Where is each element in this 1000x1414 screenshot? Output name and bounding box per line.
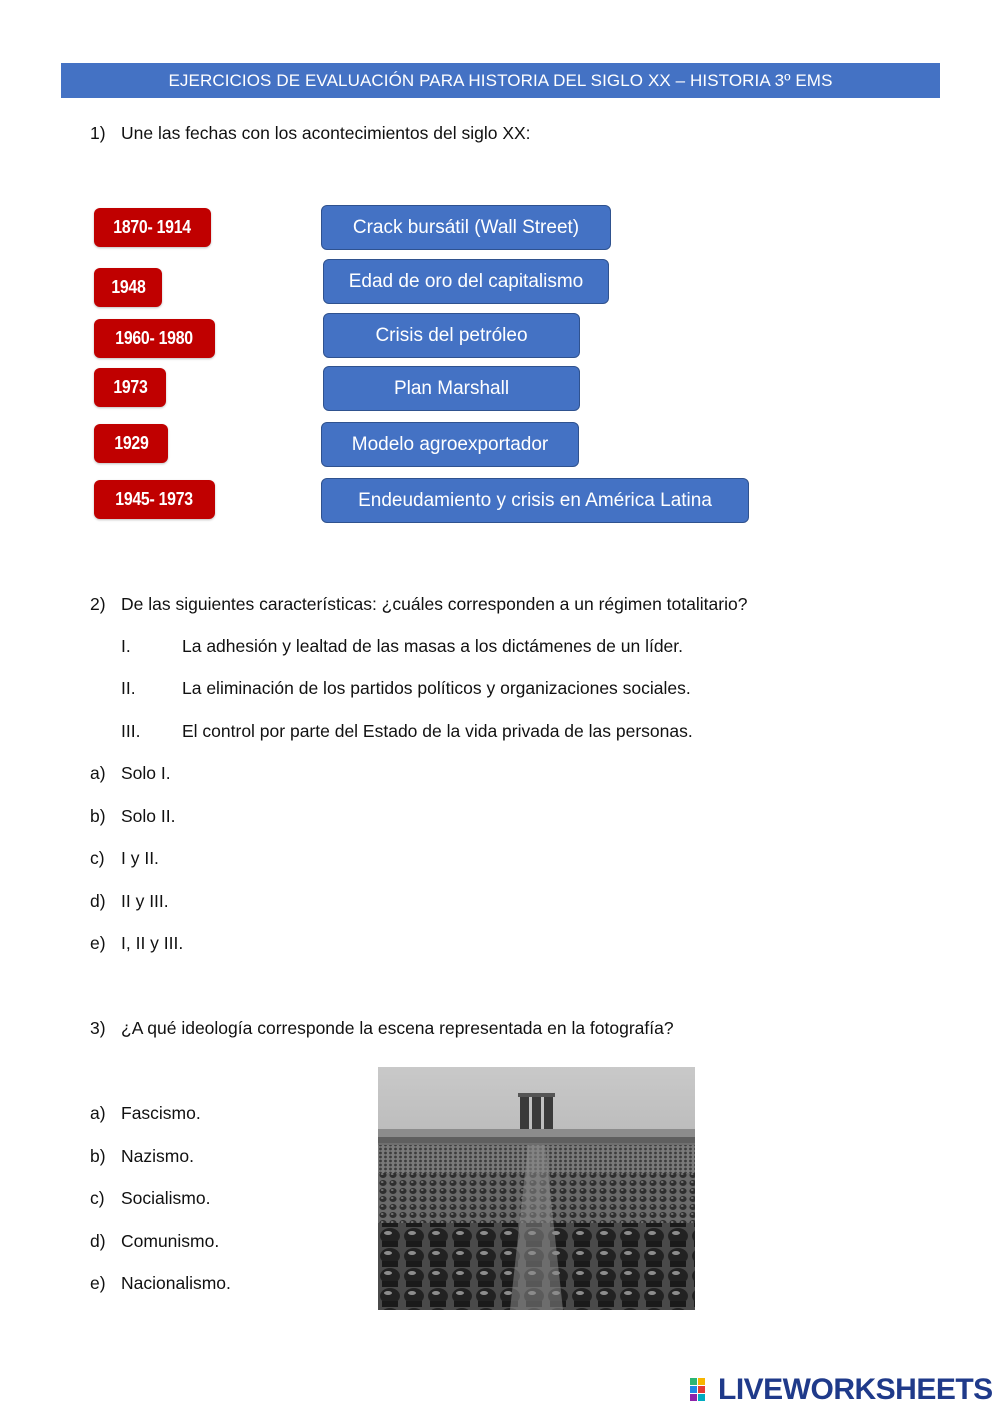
- option-letter: d): [90, 1231, 106, 1251]
- option-text: Solo I.: [121, 763, 171, 783]
- answer-option[interactable]: [90, 1273, 350, 1295]
- event-box[interactable]: Endeudamiento y crisis en América Latina: [321, 478, 749, 523]
- statement-text: El control por parte del Estado de la vida privada de las personas.: [182, 721, 693, 741]
- option-text: Comunismo.: [121, 1231, 220, 1251]
- question-number: 3): [90, 1018, 106, 1038]
- answer-option[interactable]: [90, 1188, 350, 1210]
- answer-option[interactable]: [90, 1103, 350, 1125]
- option-letter: c): [90, 1188, 105, 1208]
- option-letter: e): [90, 933, 106, 953]
- answer-option[interactable]: [90, 1146, 350, 1168]
- statement: [121, 721, 821, 743]
- page-title: EJERCICIOS DE EVALUACIÓN PARA HISTORIA DEL SIGLO XX – HISTORIA 3º EMS: [168, 70, 833, 90]
- question-prompt: De las siguientes características: ¿cuáles corresponden a un régimen totalitario?: [121, 594, 748, 614]
- answer-option[interactable]: [90, 933, 390, 955]
- option-letter: a): [90, 1103, 106, 1123]
- option-letter: b): [90, 1146, 106, 1166]
- question-prompt: ¿A qué ideología corresponde la escena representada en la fotografía?: [121, 1018, 674, 1038]
- question-number: 1): [90, 123, 106, 143]
- option-text: I y II.: [121, 848, 159, 868]
- event-box[interactable]: Crisis del petróleo: [323, 313, 580, 358]
- answer-option[interactable]: [90, 891, 390, 913]
- date-box[interactable]: 1870- 1914: [94, 208, 211, 247]
- page-header: [61, 63, 940, 98]
- question-number: 2): [90, 594, 106, 614]
- rally-photograph-image: [378, 1067, 695, 1310]
- option-text: II y III.: [121, 891, 169, 911]
- date-box[interactable]: 1929: [94, 424, 168, 463]
- event-box[interactable]: Edad de oro del capitalismo: [323, 259, 609, 304]
- date-box[interactable]: 1973: [94, 368, 166, 407]
- statement-text: La eliminación de los partidos políticos y organizaciones sociales.: [182, 678, 691, 698]
- option-text: Solo II.: [121, 806, 176, 826]
- answer-option[interactable]: [90, 806, 390, 828]
- option-text: Nacionalismo.: [121, 1273, 231, 1293]
- statement-numeral: III.: [121, 721, 141, 741]
- statement: [121, 678, 821, 700]
- answer-option[interactable]: [90, 848, 390, 870]
- statement-text: La adhesión y lealtad de las masas a los dictámenes de un líder.: [182, 636, 684, 656]
- option-letter: a): [90, 763, 106, 783]
- option-text: I, II y III.: [121, 933, 184, 953]
- option-text: Socialismo.: [121, 1188, 211, 1208]
- liveworksheets-brand: LIVEWORKSHEETS: [718, 1373, 993, 1406]
- event-box[interactable]: Plan Marshall: [323, 366, 580, 411]
- liveworksheets-logo: [690, 1374, 993, 1406]
- question-2: [90, 594, 890, 616]
- statement: [121, 636, 821, 658]
- date-box[interactable]: 1960- 1980: [94, 319, 215, 358]
- question-1: [90, 123, 790, 145]
- option-text: Nazismo.: [121, 1146, 194, 1166]
- question-prompt: Une las fechas con los acontecimientos del siglo XX:: [121, 123, 531, 143]
- liveworksheets-logo-icon: [690, 1378, 714, 1402]
- answer-option[interactable]: [90, 763, 390, 785]
- event-box[interactable]: Modelo agroexportador: [321, 422, 579, 467]
- date-box[interactable]: 1948: [94, 268, 162, 307]
- option-letter: e): [90, 1273, 106, 1293]
- option-letter: c): [90, 848, 105, 868]
- statement-numeral: I.: [121, 636, 131, 656]
- option-text: Fascismo.: [121, 1103, 201, 1123]
- option-letter: b): [90, 806, 106, 826]
- event-box[interactable]: Crack bursátil (Wall Street): [321, 205, 611, 250]
- answer-option[interactable]: [90, 1231, 350, 1253]
- option-letter: d): [90, 891, 106, 911]
- question-3: [90, 1018, 890, 1040]
- date-box[interactable]: 1945- 1973: [94, 480, 215, 519]
- statement-numeral: II.: [121, 678, 136, 698]
- rally-photograph: [378, 1067, 695, 1310]
